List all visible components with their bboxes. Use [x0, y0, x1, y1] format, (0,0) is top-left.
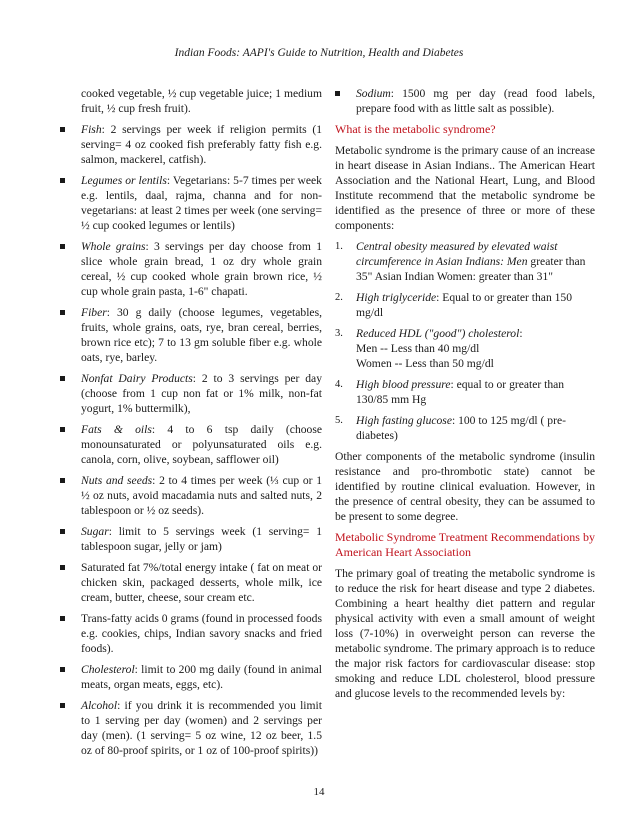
list-item	[60, 239, 322, 299]
item-text: : Vegetarians: 5-7 times per week e.g. lentils, daal, rajma, channa and for non-vegetarians: at least 2 times per week (one serving= ½ cup cooked legumes or lentils)	[81, 174, 322, 232]
item-term: Fiber	[81, 306, 107, 319]
right-column	[335, 86, 595, 707]
item-term: High blood pressure	[356, 378, 451, 391]
bullet-icon	[60, 667, 65, 672]
numbered-item	[335, 290, 595, 320]
item-number: 2.	[335, 292, 343, 303]
item-text: Trans-fatty acids 0 grams (found in processed foods e.g. cookies, chips, Indian savory snacks and fried foods).	[81, 612, 322, 655]
list-item	[60, 662, 322, 692]
numbered-item	[335, 326, 595, 371]
item-term: Nonfat Dairy Products	[81, 372, 193, 385]
item-number: 1.	[335, 241, 343, 252]
bullet-icon	[60, 529, 65, 534]
item-term: Reduced HDL ("good") cholesterol	[356, 327, 520, 340]
item-line: Men -- Less than 40 mg/dl	[356, 342, 480, 355]
item-text: : limit to 200 mg daily (found in animal meats, organ meats, eggs, etc).	[81, 663, 322, 691]
left-column	[60, 86, 322, 764]
item-text: : 2 to 3 servings per day (choose from 1 cup non fat or 1% milk, non-fat yogurt, 1% buttermilk),	[81, 372, 322, 415]
bullet-icon	[335, 91, 340, 96]
bullet-icon	[60, 310, 65, 315]
bullet-icon	[60, 178, 65, 183]
list-item	[60, 371, 322, 416]
list-item	[60, 122, 322, 167]
item-term: Alcohol	[81, 699, 118, 712]
item-term: Whole grains	[81, 240, 146, 253]
item-text: : if you drink it is recommended you limit to 1 serving per day (women) and 2 servings per day (men). (1 serving= 5 oz wine, 12 oz beer, 1.5 oz of 80-proof spirits, or 1 oz of 100-proof spirits))	[81, 699, 322, 757]
paragraph-other-components: Other components of the metabolic syndrome (insulin resistance and pro-thrombotic state) cannot be identified by routine clinical evaluation. However, in the presence of central obesity, they can be assumed to be present to some degree.	[335, 450, 595, 523]
bullet-icon	[60, 565, 65, 570]
item-text: greater than 35" Asian Indian Women: greater than 31"	[356, 255, 586, 283]
paragraph-definition: Metabolic syndrome is the primary cause of an increase in heart disease in Asian Indians.. The American Heart Association and the National Heart, Lung, and Blood Institute recommend that the metabolic syndrome be identified as the presence of three or more of these components:	[335, 144, 595, 232]
item-term: Fats & oils	[81, 423, 152, 436]
item-term: Sugar	[81, 525, 109, 538]
item-text: : 4 to 6 tsp daily (choose monounsaturated or polyunsaturated oils e.g. canola, corn, olive, soybean, safflower oil)	[81, 423, 322, 466]
numbered-item	[335, 413, 595, 443]
item-text: : Equal to or greater than 150 mg/dl	[356, 291, 573, 319]
bullet-icon	[60, 427, 65, 432]
item-term: Sodium	[356, 87, 391, 100]
paragraph-treatment: The primary goal of treating the metabolic syndrome is to reduce the risk for heart disease and type 2 diabetes. Combining a heart healthy diet pattern and regular physical activity with even a small amount of weight loss (7-10%) in overweight person can reverse the metabolic syndrome. The primary approach is to reduce the major risk factors for cardiovascular disease: stop smoking and reduce LDL cholesterol, blood pressure and glucose levels to the recommended levels by:	[335, 567, 595, 700]
item-line: Women -- Less than 50 mg/dl	[356, 357, 494, 370]
item-text: :	[519, 327, 523, 340]
item-term: High fasting glucose	[356, 414, 452, 427]
item-term: Fish	[81, 123, 102, 136]
bullet-icon	[60, 127, 65, 132]
page-header: Indian Foods: AAPI's Guide to Nutrition, Health and Diabetes	[174, 47, 464, 59]
numbered-item	[335, 239, 595, 284]
item-number: 3.	[335, 328, 343, 339]
bullet-icon	[60, 478, 65, 483]
item-number: 4.	[335, 379, 343, 390]
list-item	[60, 611, 322, 656]
item-term: Cholesterol	[81, 663, 135, 676]
item-text: Saturated fat 7%/total energy intake ( fat on meat or chicken skin, packaged desserts, whole milk, ice cream, butter, cheese, sour cream etc.	[81, 561, 322, 604]
bullet-icon	[60, 376, 65, 381]
list-item	[60, 560, 322, 605]
numbered-item	[335, 377, 595, 407]
section-heading-treatment: Metabolic Syndrome Treatment Recommendations by American Heart Association	[335, 530, 595, 559]
item-text: : 2 servings per week if religion permits (1 serving= 4 oz cooked fish preferably fatty fish e.g. salmon, mackerel, catfish).	[81, 123, 322, 166]
item-term: High triglyceride	[356, 291, 437, 304]
item-text: : limit to 5 servings week (1 serving= 1 tablespoon sugar, jelly or jam)	[81, 525, 322, 553]
item-text: : 1500 mg per day (read food labels, prepare food with as little salt as possible).	[356, 87, 595, 115]
item-term: Nuts and seeds	[81, 474, 153, 487]
list-item	[60, 173, 322, 233]
list-item-sodium	[335, 86, 595, 116]
bullet-icon	[60, 244, 65, 249]
item-term: Central obesity measured by elevated waist circumference in Asian Indians: Men	[356, 240, 558, 268]
list-continuation: cooked vegetable, ½ cup vegetable juice; 1 medium fruit, ½ cup fresh fruit).	[81, 87, 322, 115]
list-item	[60, 524, 322, 554]
nutrition-list	[60, 122, 322, 758]
bullet-icon	[60, 616, 65, 621]
list-item	[60, 305, 322, 365]
item-text: : equal to or greater than 130/85 mm Hg	[356, 378, 565, 406]
list-item	[60, 422, 322, 467]
bullet-icon	[60, 703, 65, 708]
item-text: : 100 to 125 mg/dl ( pre-diabetes)	[356, 414, 566, 442]
list-item	[60, 473, 322, 518]
list-item	[60, 698, 322, 758]
item-text: : 30 g daily (choose legumes, vegetables, fruits, whole grains, oats, rye, bran cereal, berries, brown rice etc); 7 to 13 gm soluble fiber e.g. whole oats, rye, barley.	[81, 306, 322, 364]
item-term: Legumes or lentils	[81, 174, 167, 187]
item-text: : 3 servings per day choose from 1 slice whole grain bread, 1 oz dry whole grain cereal, ½ cup cooked whole grain brown rice, ½ cup whole grain pasta, 1-6" chapati.	[81, 240, 322, 298]
item-text: : 2 to 4 times per week (⅓ cup or 1 ½ oz nuts, avoid macadamia nuts and salted nuts, 2 tablespoon or ½ oz seeds).	[81, 474, 323, 517]
section-heading-metabolic-syndrome: What is the metabolic syndrome?	[335, 122, 496, 136]
item-number: 5.	[335, 415, 343, 426]
page-number: 14	[313, 786, 325, 798]
